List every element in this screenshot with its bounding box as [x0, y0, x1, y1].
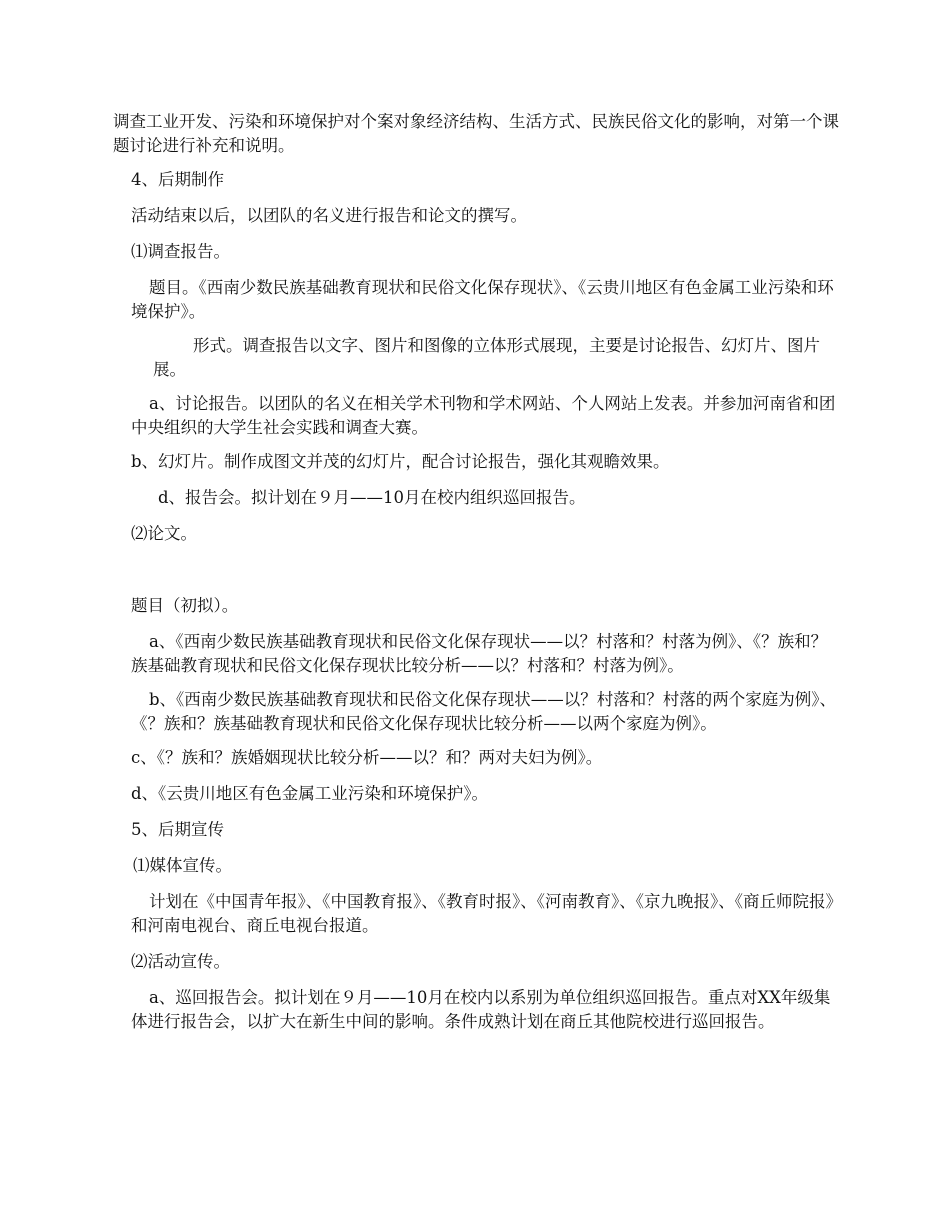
paragraph-thesis-d: d、《云贵川地区有色金属工业污染和环境保护》。 [131, 784, 489, 803]
paragraph-draft-titles: 题目（初拟）。 [131, 596, 239, 615]
paragraph-thesis-b: b、《西南少数民族基础教育现状和民俗文化保存现状——以？村落和？村落的两个家庭为例》、《？族和？族基础教育现状和民俗文化保存现状比较分析——以两个家庭为例》。 [131, 690, 837, 733]
paragraph-media-plan: 计划在《中国青年报》、《中国教育报》、《教育时报》、《河南教育》、《京九晚报》、《商丘师院报》和河南电视台、商丘电视台报道。 [131, 892, 842, 935]
paragraph-thesis-a: a、《西南少数民族基础教育现状和民俗文化保存现状——以？村落和？村落为例》、《？族和？族基础教育现状和民俗文化保存现状比较分析——以？村落和？村落为例》。 [131, 632, 828, 675]
subheading-activity-promotion: ⑵活动宣传。 [131, 952, 230, 971]
paragraph-discussion-report: a、讨论报告。以团队的名义在相关学术刊物和学术网站、个人网站上发表。并参加河南省和团中央组织的大学生社会实践和调查大赛。 [131, 394, 836, 437]
paragraph-post-activity-writing: 活动结束以后，以团队的名义进行报告和论文的撰写。 [131, 206, 527, 225]
paragraph-tour-report: a、巡回报告会。拟计划在９月——10月在校内以系别为单位组织巡回报告。重点对XX年级集体进行报告会，以扩大在新生中间的影响。条件成熟计划在商丘其他院校进行巡回报告。 [131, 988, 831, 1031]
paragraph-report-meeting: d、报告会。拟计划在９月——10月在校内组织巡回报告。 [158, 488, 586, 507]
paragraph-thesis-c: c、《？族和？族婚姻现状比较分析——以？和？两对夫妇为例》。 [131, 748, 603, 767]
heading-post-production: 4、后期制作 [131, 170, 224, 189]
subheading-survey-report: ⑴调查报告。 [131, 242, 230, 261]
heading-post-promotion: 5、后期宣传 [131, 820, 224, 839]
paragraph-report-titles: 题目。《西南少数民族基础教育现状和民俗文化保存现状》、《云贵川地区有色金属工业污染和环境保护》。 [131, 278, 834, 321]
paragraph-impact-survey: 调查工业开发、污染和环境保护对个案对象经济结构、生活方式、民族民俗文化的影响，对第一个课题讨论进行补充和说明。 [113, 112, 839, 155]
subheading-thesis: ⑵论文。 [131, 524, 197, 543]
paragraph-report-format: 形式。调查报告以文字、图片和图像的立体形式展现，主要是讨论报告、幻灯片、图片展。 [153, 336, 820, 379]
paragraph-slides: b、幻灯片。制作成图文并茂的幻灯片，配合讨论报告，强化其观瞻效果。 [131, 452, 670, 471]
subheading-media-promotion: ⑴媒体宣传。 [133, 856, 232, 875]
document-body [113, 110, 843, 1034]
